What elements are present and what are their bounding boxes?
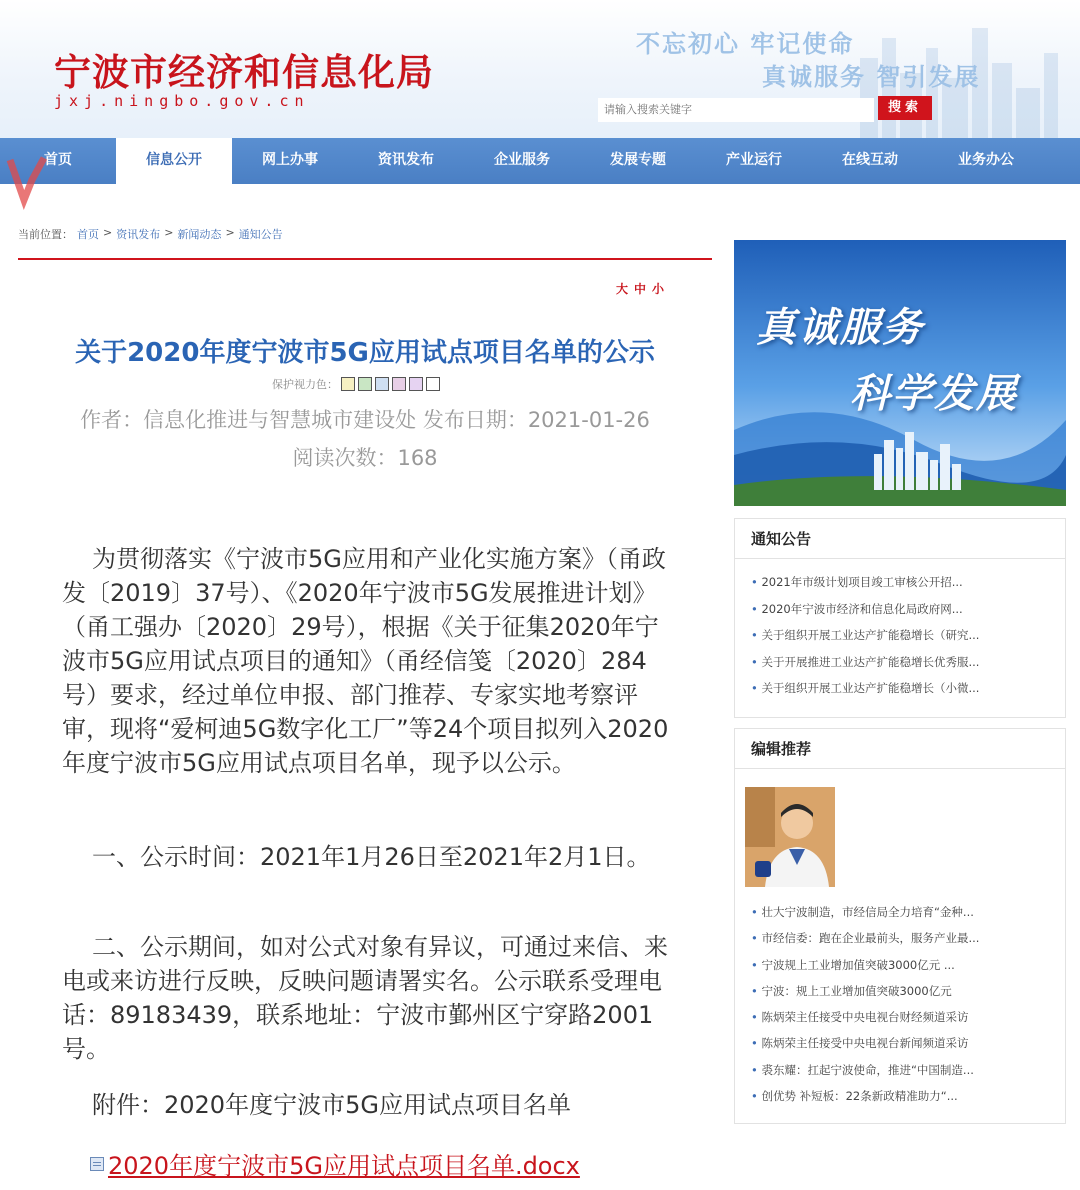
nav-item-topics[interactable]: 发展专题 bbox=[610, 152, 666, 168]
nav-item-industry[interactable]: 产业运行 bbox=[726, 152, 782, 168]
editor-picks-list bbox=[735, 887, 1065, 1109]
editor-pick-item[interactable]: • 创优势 补短板：22条新政精准助力“... bbox=[751, 1083, 1049, 1109]
breadcrumb-home[interactable]: 首页 bbox=[77, 228, 99, 241]
color-swatch[interactable] bbox=[392, 377, 406, 391]
banner-slogan-2: 科学发展 bbox=[850, 371, 1018, 417]
article-paragraph: 为贯彻落实《宁波市5G应用和产业化实施方案》（甬政发〔2019〕37号）、《2020年宁波市5G发展推进计划》（甬工强办〔2020〕29号），根据《关于征集2020年宁波市5G应用试点项目的通知》（甬经信笺〔2020〕284号）要求，经过单位申报、部门推荐、专家实地考察评审，现将“爱柯迪5G数字化工厂”等24个项目拟列入2020年度宁波市5G应用试点项目名单，现予以公示。 bbox=[62, 545, 669, 777]
color-swatch[interactable] bbox=[375, 377, 389, 391]
breadcrumb-notices[interactable]: 通知公告 bbox=[238, 228, 283, 241]
breadcrumb-news-release[interactable]: 资讯发布 bbox=[116, 228, 161, 241]
notice-item[interactable]: • 关于开展推进工业达产扩能稳增长优秀服... bbox=[751, 649, 1049, 676]
banner-slogan-1: 真诚服务 bbox=[756, 305, 924, 351]
article-paragraph: 附件：2020年度宁波市5G应用试点项目名单 bbox=[92, 1091, 571, 1119]
breadcrumb-separator: > bbox=[103, 226, 113, 239]
search-input[interactable] bbox=[598, 98, 874, 122]
editor-pick-item[interactable]: • 宁波规上工业增加值突破3000亿元 ... bbox=[751, 952, 1049, 978]
divider bbox=[18, 258, 712, 260]
color-swatch[interactable] bbox=[341, 377, 355, 391]
nav-item-home[interactable]: 首页 bbox=[44, 152, 72, 168]
font-size-small[interactable]: 小 bbox=[652, 282, 665, 296]
nav-item-interaction[interactable]: 在线互动 bbox=[842, 152, 898, 168]
eye-protection-label: 保护视力色： bbox=[272, 378, 338, 391]
font-size-medium[interactable]: 中 bbox=[634, 282, 647, 296]
nav-item-online-services[interactable]: 网上办事 bbox=[262, 152, 318, 168]
breadcrumb-separator: > bbox=[225, 226, 235, 239]
person-photo-icon bbox=[745, 787, 835, 887]
notice-panel bbox=[734, 518, 1066, 718]
notice-item[interactable]: • 关于组织开展工业达产扩能稳增长（小微... bbox=[751, 675, 1049, 702]
editor-pick-item[interactable]: • 宁波：规上工业增加值突破3000亿元 bbox=[751, 978, 1049, 1004]
editor-picks-panel bbox=[734, 728, 1066, 1124]
breadcrumb bbox=[18, 226, 283, 242]
editor-pick-item[interactable]: • 壮大宁波制造，市经信局全力培育“金种... bbox=[751, 899, 1049, 925]
document-icon bbox=[90, 1157, 104, 1171]
notice-item[interactable]: • 2020年宁波市经济和信息化局政府网... bbox=[751, 596, 1049, 623]
article-meta-author-date: 作者：信息化推进与智慧城市建设处 发布日期：2021-01-26 bbox=[80, 408, 650, 432]
sidebar-banner[interactable] bbox=[734, 240, 1066, 506]
article-title: 关于2020年度宁波市5G应用试点项目名单的公示 bbox=[75, 338, 655, 368]
font-size-switcher bbox=[616, 280, 664, 297]
color-swatch[interactable] bbox=[409, 377, 423, 391]
featured-photo[interactable] bbox=[745, 787, 835, 887]
main-nav bbox=[0, 138, 1080, 184]
breadcrumb-separator: > bbox=[164, 226, 174, 239]
nav-item-info-disclosure[interactable]: 信息公开 bbox=[116, 138, 232, 184]
nav-item-news[interactable]: 资讯发布 bbox=[378, 152, 434, 168]
color-swatch[interactable] bbox=[426, 377, 440, 391]
color-swatch[interactable] bbox=[358, 377, 372, 391]
site-title[interactable]: 宁波市经济和信息化局 bbox=[54, 50, 434, 94]
attachment-link[interactable] bbox=[90, 1146, 580, 1181]
notice-item[interactable]: • 关于组织开展工业达产扩能稳增长（研究... bbox=[751, 622, 1049, 649]
site-header bbox=[0, 0, 1080, 138]
eye-protection-colors bbox=[272, 376, 440, 392]
search-button[interactable]: 搜索 bbox=[878, 96, 932, 120]
breadcrumb-news[interactable]: 新闻动态 bbox=[177, 228, 222, 241]
notice-item[interactable]: • 2021年市级计划项目竣工审核公开招... bbox=[751, 569, 1049, 596]
slogan-line-1: 不忘初心 牢记使命 bbox=[636, 30, 855, 58]
article-meta-views: 阅读次数：168 bbox=[292, 446, 438, 470]
editor-pick-item[interactable]: • 陈炳荣主任接受中央电视台财经频道采访 bbox=[751, 1004, 1049, 1030]
slogan-line-2: 真诚服务 智引发展 bbox=[762, 63, 981, 91]
notice-panel-title: 通知公告 bbox=[735, 519, 1065, 559]
nav-item-enterprise[interactable]: 企业服务 bbox=[494, 152, 550, 168]
editor-picks-title: 编辑推荐 bbox=[735, 729, 1065, 769]
editor-pick-item[interactable]: • 陈炳荣主任接受中央电视台新闻频道采访 bbox=[751, 1030, 1049, 1056]
site-domain: jxj.ningbo.gov.cn bbox=[54, 92, 310, 110]
article-paragraph: 一、公示时间：2021年1月26日至2021年2月1日。 bbox=[92, 843, 651, 871]
font-size-large[interactable]: 大 bbox=[616, 282, 629, 296]
nav-item-office[interactable]: 业务办公 bbox=[958, 152, 1014, 168]
article-paragraph: 二、公示期间，如对公式对象有异议，可通过来信、来电或来访进行反映，反映问题请署实名。公示联系受理电话：89183439，联系地址：宁波市鄞州区宁穿路2001号。 bbox=[62, 933, 668, 1063]
notice-list bbox=[735, 559, 1065, 702]
attachment-filename[interactable]: 2020年度宁波市5G应用试点项目名单.docx bbox=[108, 1152, 580, 1180]
brand-logo-icon bbox=[4, 150, 52, 210]
editor-pick-item[interactable]: • 裘东耀：扛起宁波使命，推进“中国制造... bbox=[751, 1057, 1049, 1083]
editor-pick-item[interactable]: • 市经信委：跑在企业最前头，服务产业最... bbox=[751, 925, 1049, 951]
breadcrumb-prefix: 当前位置： bbox=[18, 228, 73, 241]
